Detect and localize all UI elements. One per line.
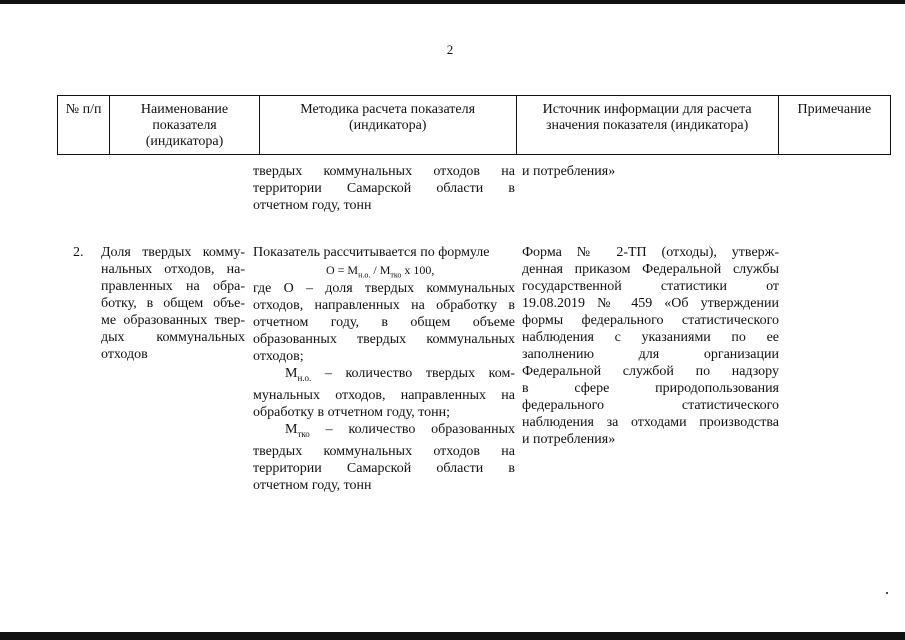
text-line: и потребления» xyxy=(522,432,616,447)
header-col-note: Примечание xyxy=(778,96,890,155)
method-intro xyxy=(253,244,515,261)
text-line: обработку в отчетном году, тонн; xyxy=(253,404,451,420)
mno-definition: $M_{н.о.}$ – количество твердых ком- xyxy=(285,366,515,383)
text-line: федерального статистического xyxy=(522,398,779,413)
text-line: заполнению для организации xyxy=(522,347,779,362)
indicator-name xyxy=(101,244,245,363)
text-line: государственной статистики от xyxy=(522,279,779,294)
text-line: отходов xyxy=(101,347,148,362)
text-line: правленных на обра- xyxy=(101,279,245,294)
continuation-method xyxy=(253,163,515,214)
header-col-method: Методика расчета показателя (индикатора) xyxy=(259,96,516,155)
text-line: твердых коммунальных отходов на xyxy=(253,443,515,459)
page-number: 2 xyxy=(446,42,454,57)
bottom-border xyxy=(0,632,905,640)
formula: $O = M_{н.о.} / M_{тко}$ x 100, xyxy=(326,263,435,280)
information-source xyxy=(522,244,779,448)
text-line: отчетном году, тонн xyxy=(253,477,372,493)
text-line: наблюдения с указаниями по ее xyxy=(522,330,779,345)
text-line: отчетном году, тонн xyxy=(253,198,372,213)
text-line: в сфере природопользования xyxy=(522,381,779,396)
continuation-source xyxy=(522,163,782,180)
text-line: твердых коммунальных отходов на xyxy=(253,164,515,179)
text-line: Доля твердых комму- xyxy=(101,245,245,260)
header-col-number: № п/п xyxy=(58,96,110,155)
text-line: нальных отходов, на- xyxy=(101,262,245,277)
text-line: Федеральной службой по надзору xyxy=(522,364,779,379)
text-line: территории Самарской области в xyxy=(253,181,515,196)
text-line: ме образованных твер- xyxy=(101,313,245,328)
text-line: мунальных отходов, направленных на xyxy=(253,387,515,403)
text-line: Форма № 2-ТП (отходы), утверж- xyxy=(522,245,779,260)
top-border xyxy=(0,0,905,4)
text-line: отчетном году, в общем объеме xyxy=(253,315,515,330)
text-line: формы федерального статистического xyxy=(522,313,779,328)
text-line: наблюдения за отходами производства xyxy=(522,415,779,430)
scan-speck xyxy=(886,592,888,594)
text-line: ботку, в общем объе- xyxy=(101,296,245,311)
row-number: 2. xyxy=(73,245,84,260)
text-line: и потребления» xyxy=(522,164,616,179)
text-line: денная приказом Федеральной службы xyxy=(522,262,779,277)
header-col-source: Источник информации для расчета значения показателя (индикатора) xyxy=(516,96,778,155)
method-definitions xyxy=(253,280,515,494)
text-line: Показатель рассчитывается по формуле xyxy=(253,245,490,260)
text-line: территории Самарской области в xyxy=(253,460,515,476)
text-line: образованных твердых коммунальных xyxy=(253,332,515,347)
mtko-definition: $M_{тко}$ – количество образованных xyxy=(285,421,515,439)
table-header xyxy=(57,95,891,155)
text-line: отходов, направленных на обработку в xyxy=(253,298,515,313)
text-line: дых коммунальных xyxy=(101,330,245,345)
text-line: отходов; xyxy=(253,349,304,364)
text-line: 19.08.2019 № 459 «Об утверждении xyxy=(522,296,779,311)
header-col-name: Наименование показателя (индикатора) xyxy=(110,96,260,155)
text-line: где О – доля твердых коммунальных xyxy=(253,281,515,296)
